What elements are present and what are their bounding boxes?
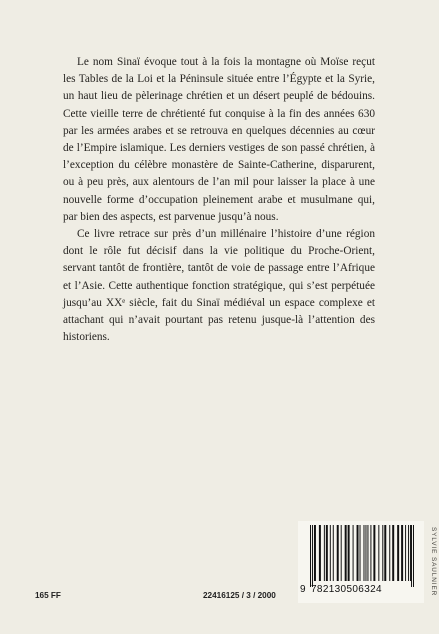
barcode-bar — [367, 525, 368, 581]
barcode-bar — [389, 525, 390, 581]
barcode-bar — [310, 525, 311, 587]
blurb-paragraph-2: Ce livre retrace sur près d’un millénaire l’histoire d’une région dont le rôle fut décisif dans la vie politique du Proche-Orient, servant tantôt de frontière, tantôt de voie de passage entre l’Afrique et l’Asie. Cette authentique fonction stratégique, qui s’est perpétuée jusqu’au XXᵉ siècle, fait du Sinaï médiéval un espace complexe et attachant qui n’avait pourtant pas retenu jusque-là l’attention des historiens. — [63, 228, 375, 344]
barcode-bar — [357, 525, 359, 581]
barcode-bar — [392, 525, 394, 581]
barcode-bar — [370, 525, 371, 581]
barcode-bars — [310, 525, 414, 587]
barcode-bar — [365, 525, 366, 581]
barcode-bar — [401, 525, 403, 581]
barcode-bar — [411, 525, 412, 587]
barcode-bar — [408, 525, 409, 581]
barcode-bar — [413, 525, 414, 587]
barcode-bar — [382, 525, 383, 581]
barcode-bar — [312, 525, 313, 587]
publisher-name: SYLVIE SAULNIER — [430, 527, 437, 597]
barcode-bar — [337, 525, 339, 581]
barcode-bar — [360, 525, 361, 581]
barcode-bar — [363, 525, 364, 581]
publisher-credit — [428, 527, 438, 627]
isbn-digits: 782130506324 — [311, 584, 382, 595]
barcode-bar — [314, 525, 316, 581]
barcode-bar — [345, 525, 347, 581]
price-label: 165 FF — [35, 591, 61, 600]
blurb-paragraph-1: Le nom Sinaï évoque tout à la fois la montagne où Moïse reçut les Tables de la Loi et la Péninsule située entre l’Égypte et la Syrie, un haut lieu de pèlerinage chrétien et un désert peuplé de bédouins. Cette vieille terre de chrétienté fut conquise à la fin des années 630 par les armées arabes et se retrouva en quelques décennies au cœur de l’Empire islamique. Les derniers vestiges de son passé chrétien, à l’exception du célèbre monastère de Sainte-Catherine, disparurent, ou à peu près, aux alentours de l’an mil pour laisser la place à une nouvelle forme d’occupation pleinement arabe et musulmane qui, par bien des aspects, est parvenue jusqu’à nous. — [63, 56, 375, 223]
barcode-bar — [333, 525, 334, 581]
barcode-bar — [405, 525, 406, 581]
isbn-first-digit: 9 — [300, 584, 306, 595]
barcode-bar — [373, 525, 375, 581]
barcode-bar — [319, 525, 321, 581]
barcode-bar — [410, 525, 411, 581]
barcode-bar — [348, 525, 350, 581]
reference-number: 22416125 / 3 / 2000 — [203, 591, 276, 600]
blurb-text — [63, 54, 375, 346]
barcode-bar — [353, 525, 354, 581]
isbn-barcode — [298, 521, 424, 603]
barcode-bar — [326, 525, 328, 581]
barcode-bar — [378, 525, 379, 581]
barcode-bar — [330, 525, 331, 581]
barcode-bar — [324, 525, 325, 581]
barcode-bar — [397, 525, 399, 581]
barcode-bar — [384, 525, 386, 581]
barcode-bar — [341, 525, 342, 581]
